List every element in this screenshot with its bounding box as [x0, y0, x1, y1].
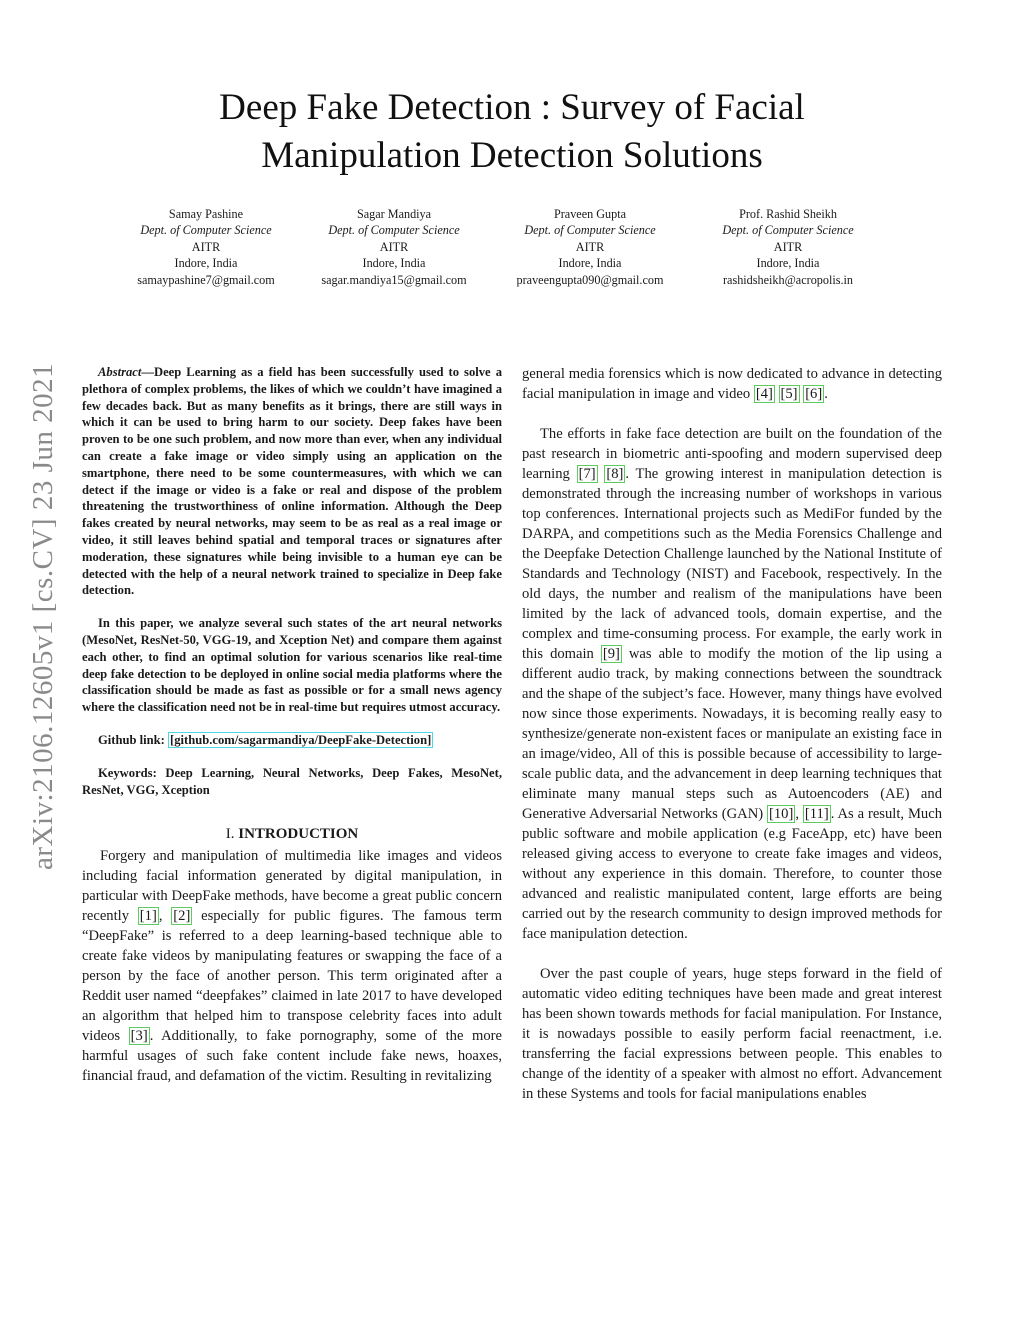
abstract-label: Abstract [98, 365, 142, 379]
right-paragraph-2: The efforts in fake face detection are built on the foundation of the past research in biometric anti-spoofing and modern supervised deep learning [7] [8] . The growing interest in manipulation detection is demonstrated through the increasing number of workshops in various top conferences. International projects such as MediFor funded by the DARPA, and competitions such as the Media Forensics Challenge and the Deepfake Detection Challenge launched by the National Institute of Standards and Technology (NIST) and Facebook, respectively. In the old days, the number and realism of the manipulations have been limited by the lack of advanced tools, domain expertise, and the complex and time-consuming process. For example, the early work in this domain [9] was able to modify the motion of the lip using a different audio track, by making connections between the soundtrack and the shape of the subject’s face. However, many things have evolved now since those experiments. Nowadays, it is becoming really easy to synthesize/generate non-existent faces or manipulate an existing face in an image/video, All of this is possible because of accessibility to large-scale public data, and the advancement in deep learning techniques that eliminate many manual steps such as Autoencoders (AE) and Generative Adversarial Networks (GAN) [10] , [11] . As a result, Much public software and mobile application (e.g FaceApp, etc) have been released giving access to everyone to create fake images and videos, without any experience in this domain. Therefore, to counter those advanced and realistic manipulated content, large efforts are being carried out by the research community to design improved methods for face manipulation detection. [522, 426, 942, 942]
arxiv-stamp: arXiv:2106.12605v1 [cs.CV] 23 Jun 2021 [27, 362, 59, 870]
author-inst: AITR [379, 239, 409, 254]
citation-link[interactable]: [5] [780, 386, 798, 402]
keywords-line [82, 765, 502, 799]
intro-text-d: . Additionally, to fake pornography, some of the more harmful usages of such fake content include fake news, hoaxes, financial fraud, and defamation of the victim. Resulting in revitalizing [82, 1028, 502, 1085]
left-column [82, 364, 502, 1086]
keywords-text: Deep Learning, Neural Networks, Deep Fakes, MesoNet, ResNet, VGG, Xception [82, 765, 502, 797]
github-link[interactable]: [github.com/sagarmandiya/DeepFake-Detection] [170, 732, 432, 747]
citation-link[interactable]: [7] [578, 466, 596, 482]
author-card [284, 206, 504, 288]
right-text-b: . The growing interest in manipulation detection is demonstrated through the increasing number of workshops in various top conferences. International projects such as MediFor funded by the DARPA, and competitions such as the Media Forensics Challenge and the Deepfake Detection Challenge launched by the National Institute of Standards and Technology (NIST) and Facebook, respectively. In the old days, the number and realism of the manipulations have been limited by the lack of advanced tools, domain expertise, and the complex and time-consuming process. For example, the early work in this domain [522, 466, 942, 662]
section-heading [82, 824, 502, 844]
right-column [522, 364, 942, 1104]
citation-link[interactable]: [4] [755, 386, 773, 402]
citation-link[interactable]: [6] [805, 386, 823, 402]
right-text-a: general media forensics which is now dedicated to advance in detecting facial manipulation in image and video [522, 366, 942, 402]
abstract-paragraph-2: In this paper, we analyze several such states of the art neural networks (MesoNet, ResNet-50, VGG-19, and Xception Net) and compare them against each other, to find an optimal solution for various scenarios like real-time deep fake detection to be deployed in online social media platforms where the classification should be made as fast as possible or for a small news agency where the classification need not be in real-time but requires utmost accuracy. [82, 616, 502, 715]
author-city: Indore, India [756, 256, 820, 271]
abstract-paragraph-1 [82, 364, 502, 599]
intro-text-a: Forgery and manipulation of multimedia like images and videos including facial information generated by digital manipulation, in particular with DeepFake methods, have become a great public concern recently [82, 848, 502, 925]
author-dept: Dept. of Computer Science [722, 223, 854, 238]
intro-text-b: , [158, 908, 172, 925]
author-inst: AITR [773, 239, 803, 254]
author-email[interactable]: samaypashine7@gmail.com [137, 272, 275, 287]
citation-link[interactable]: [2] [173, 908, 191, 925]
author-name: Samay Pashine [168, 207, 244, 221]
author-card [96, 206, 316, 288]
keywords-label: Keywords: [98, 765, 157, 780]
abstract-dash: — [141, 365, 154, 379]
right-paragraph-3: Over the past couple of years, huge steps forward in the field of automatic video editing techniques have been made and great interest has been shown towards methods for facial manipulation. For Instance, it is nowadays possible to easily perform facial reenactment, i.e. transferring the facial expressions between people. This enables to change of the identity of a speaker with almost no effort. Advancement in these Systems and tools for facial manipulations enables [522, 966, 942, 1102]
author-inst: AITR [575, 239, 605, 254]
title-line-2: Manipulation Detection Solutions [261, 135, 763, 176]
citation-link[interactable]: [1] [139, 908, 157, 925]
author-city: Indore, India [362, 256, 426, 271]
title-line-1: Deep Fake Detection : Survey of Facial [219, 87, 805, 128]
author-email[interactable]: praveengupta090@gmail.com [516, 272, 664, 287]
citation-link[interactable]: [10] [769, 806, 794, 822]
intro-paragraph [82, 846, 502, 1086]
citation-link[interactable]: [8] [606, 466, 624, 482]
author-name: Praveen Gupta [553, 207, 627, 221]
author-dept: Dept. of Computer Science [524, 223, 656, 238]
github-line [82, 732, 502, 749]
section-number: I. [225, 826, 235, 843]
author-dept: Dept. of Computer Science [140, 223, 272, 238]
right-text-end: . [824, 386, 828, 402]
author-name: Prof. Rashid Sheikh [739, 207, 837, 221]
citation-link[interactable]: [9] [602, 646, 620, 662]
author-email[interactable]: rashidsheikh@acropolis.in [722, 272, 854, 287]
author-card [678, 206, 898, 288]
abstract-text-1: Deep Learning as a field has been successfully used to solve a plethora of complex problems, the likes of which we couldn’t have imagined a few decades back. But as many benefits as it brings, there are still ways in which it can be used to bring harm to our society. Deep fakes have been proven to be one such problem, and now more than ever, when any individual can create a fake image or video simply using an application on the smartphone, there need to be some countermeasures, with which we can detect if the image or video is a fake or real and dispose of the problem threatening the trustworthiness of online information. Although the Deep fakes created by neural networks, may seem to be as real as a real image or video, it still leaves behind spatial and temporal traces or signatures after moderation, these signatures while being invisible to a human eye can be detected with the help of a neural network trained to specialize in Deep fake detection. [82, 365, 502, 598]
author-city: Indore, India [174, 256, 238, 271]
right-text-a: The efforts in fake face detection are built on the foundation of the past research in biometric anti-spoofing and modern supervised deep learning [522, 426, 942, 482]
section-name: INTRODUCTION [238, 826, 359, 843]
author-city: Indore, India [558, 256, 622, 271]
citation-link[interactable]: [3] [130, 1028, 148, 1045]
right-text-c: was able to modify the motion of the lip using a different audio track, by making connections between the soundtrack and the shape of the subject’s face. However, many things have evolved now since those experiments. Nowadays, it is becoming really easy to synthesize/generate non-existent faces or manipulate an existing face in an image/video, All of this is possible because of accessibility to large-scale public data, and the advancement in deep learning techniques that eliminate many manual steps such as Autoencoders (AE) and Generative Adversarial Networks (GAN) [522, 646, 942, 822]
author-name: Sagar Mandiya [356, 207, 432, 221]
author-card [480, 206, 700, 288]
intro-text-c: especially for public figures. The famous term “DeepFake” is referred to a deep learning-based technique able to create fake videos by manipulating features or swapping the face of a person by the face of another person. This term originated after a Reddit user named “deepfakes” claimed in late 2017 to have developed an algorithm that helped him to transpose celebrity faces into adult videos [82, 908, 503, 1045]
paper-title [120, 84, 904, 180]
author-dept: Dept. of Computer Science [328, 223, 460, 238]
author-inst: AITR [191, 239, 221, 254]
right-text-d: . As a result, Much public software and mobile application (e.g FaceApp, etc) have been released giving access to everyone to create fake images and videos, without any experience in this domain. Therefore, to counter those advanced and realistic manipulated content, large efforts are being carried out by the research community to design improved methods for face manipulation detection. [522, 806, 942, 942]
author-email[interactable]: sagar.mandiya15@gmail.com [321, 272, 467, 287]
github-label: Github link: [98, 732, 165, 747]
right-paragraph-1 [522, 364, 942, 404]
citation-link[interactable]: [11] [804, 806, 829, 822]
